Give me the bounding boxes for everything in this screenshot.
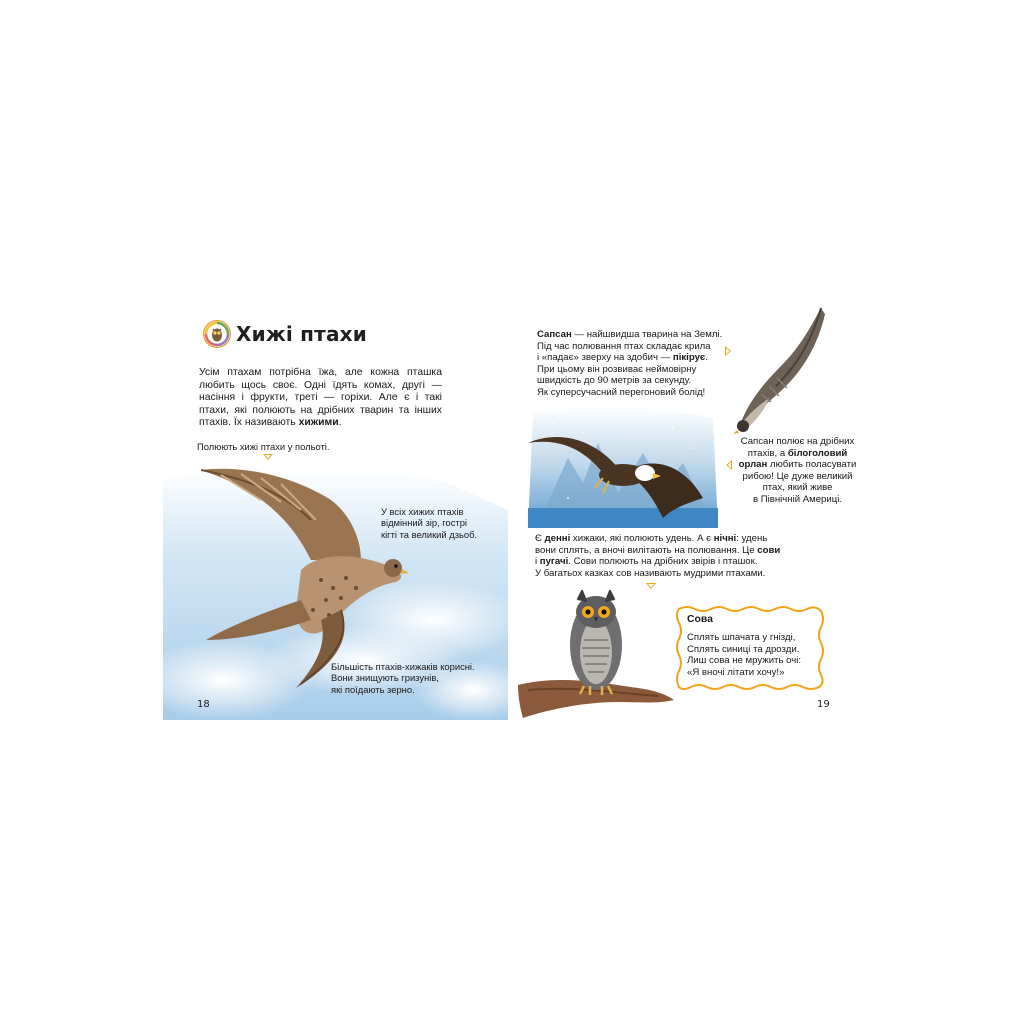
- owl-emblem-icon: [203, 320, 231, 348]
- pointer-left-icon: [726, 460, 732, 470]
- page-number-left: 18: [197, 699, 210, 710]
- owl-illustration: [518, 590, 678, 718]
- caption-predators-useful: Більшість птахів-хижаків корисні. Вони знищують гризунів, які поїдають зерно.: [331, 661, 475, 695]
- peregrine-falcon-illustration: [721, 306, 831, 436]
- poem-lines: Сплять шпачата у гнізді, Сплять синиці та дрозди. Лиш сова не мружить очі: «Я вночі літати хочу!»: [687, 632, 802, 678]
- page-number-right: 19: [817, 699, 830, 710]
- page-title: Хижі птахи: [236, 322, 367, 346]
- peregrine-falcon-paragraph: Сапсан — найшвидша тварина на Землі. Під час полювання птах складає крила і «падає» зверху на здобич — пікірує. При цьому він розвиває неймовірну швидкість до 90 метрів за секунду. Як суперсучасний перегоновий болід!: [537, 329, 723, 398]
- right-page: [513, 300, 863, 720]
- poem-title: Сова: [687, 614, 713, 625]
- falcon-illustration: [201, 460, 411, 690]
- book-spread: [163, 300, 863, 720]
- caption-hunting-in-flight: Полюють хижі птахи у польоті.: [197, 441, 330, 452]
- owls-paragraph: Є денні хижаки, які полюють удень. А є нічні: удень вони сплять, а вночі вилітають на полювання. Це сови і пугачі. Сови полюють на дрібних звірів і пташок. У багатьох казках сов називають мудрими птахами.: [535, 533, 781, 579]
- bald-eagle-illustration: [523, 403, 723, 533]
- intro-paragraph: Усім птахам потрібна їжа, але кожна пташка любить щось своє. Одні їдять комах, другі — насіння і фрукти, треті — горіхи. Але є і такі птахи, які полюють на дрібних тварин та інших птахів. Їх називають хижими.: [199, 367, 442, 429]
- bald-eagle-paragraph: Сапсан полює на дрібних птахів, а білоголовий орлан любить поласувати рибою! Це дуже великий птах, який живе в Північній Америці.: [738, 436, 857, 505]
- left-page: [163, 300, 513, 720]
- pointer-down-icon: [646, 583, 656, 589]
- caption-predator-features: У всіх хижих птахів відмінний зір, гострі кігті та великий дзьоб.: [381, 506, 478, 540]
